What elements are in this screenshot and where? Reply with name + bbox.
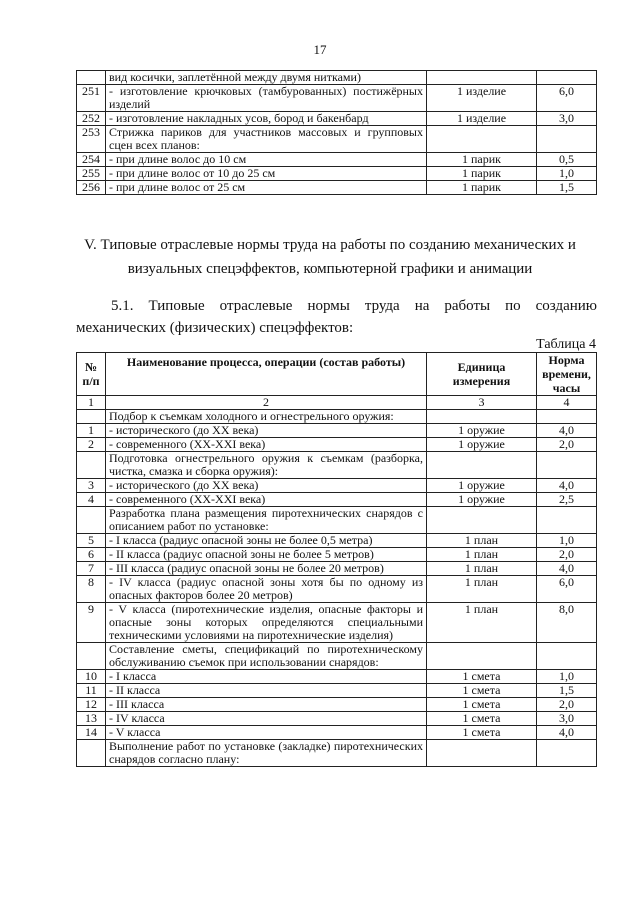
row-number: 3	[77, 479, 106, 493]
row-number: 12	[77, 698, 106, 712]
row-norm: 0,5	[537, 153, 597, 167]
row-norm: 3,0	[537, 712, 597, 726]
row-unit: 1 изделие	[427, 112, 537, 126]
row-number: 6	[77, 548, 106, 562]
row-norm: 8,0	[537, 603, 597, 643]
norms-table-4	[76, 352, 597, 767]
table-row	[77, 698, 597, 712]
row-unit: 1 смета	[427, 712, 537, 726]
row-norm: 1,0	[537, 534, 597, 548]
row-norm: 4,0	[537, 424, 597, 438]
row-unit: 1 оружие	[427, 479, 537, 493]
table-row	[77, 493, 597, 507]
table-row	[77, 153, 597, 167]
row-unit	[427, 452, 537, 479]
row-unit: 1 изделие	[427, 85, 537, 112]
row-number: 251	[77, 85, 106, 112]
row-unit: 1 парик	[427, 167, 537, 181]
table-row	[77, 726, 597, 740]
row-unit: 1 смета	[427, 684, 537, 698]
row-unit: 1 оружие	[427, 438, 537, 452]
table-row	[77, 670, 597, 684]
section-heading: V. Типовые отраслевые нормы труда на работы по созданию механических и визуальных спецэффектов, компьютерной графики и анимации	[84, 237, 576, 277]
row-number: 252	[77, 112, 106, 126]
row-norm: 3,0	[537, 112, 597, 126]
col-number-1: 1	[77, 396, 106, 410]
row-norm	[537, 126, 597, 153]
row-unit: 1 оружие	[427, 424, 537, 438]
row-number: 255	[77, 167, 106, 181]
row-number: 10	[77, 670, 106, 684]
table-row	[77, 167, 597, 181]
row-unit: 1 план	[427, 534, 537, 548]
row-name: - изготовление крючковых (тамбурованных) постижёрных изделий	[106, 85, 427, 112]
row-number: 4	[77, 493, 106, 507]
row-unit: 1 смета	[427, 698, 537, 712]
row-name: - IV класса (радиус опасной зоны хотя бы по одному из опасных факторов более 20 метров)	[106, 576, 427, 603]
row-name: - I класса	[106, 670, 427, 684]
row-norm: 2,0	[537, 548, 597, 562]
row-unit: 1 оружие	[427, 493, 537, 507]
row-unit	[427, 410, 537, 424]
row-number: 14	[77, 726, 106, 740]
table-row	[77, 562, 597, 576]
row-unit: 1 план	[427, 562, 537, 576]
row-norm: 6,0	[537, 85, 597, 112]
table-row	[77, 603, 597, 643]
row-norm: 2,0	[537, 438, 597, 452]
table-row	[77, 576, 597, 603]
table-header-row	[77, 353, 597, 396]
row-number: 2	[77, 438, 106, 452]
row-name: Составление сметы, спецификаций по пиротехническому обслуживанию съемок при использовании снарядов:	[106, 643, 427, 670]
row-unit: 1 план	[427, 548, 537, 562]
row-name: - изготовление накладных усов, бород и бакенбард	[106, 112, 427, 126]
row-norm: 2,5	[537, 493, 597, 507]
table-row	[77, 548, 597, 562]
row-name: - IV класса	[106, 712, 427, 726]
row-norm: 4,0	[537, 726, 597, 740]
row-number: 253	[77, 126, 106, 153]
row-number: 254	[77, 153, 106, 167]
table-row	[77, 507, 597, 534]
row-name: вид косички, заплетённой между двумя нитками)	[106, 71, 427, 85]
row-unit: 1 план	[427, 603, 537, 643]
row-name: - V класса (пиротехнические изделия, опасные факторы и опасные зоны которых определяются специальными техническими условиями на пиротехнические изделия)	[106, 603, 427, 643]
row-number: 5	[77, 534, 106, 548]
row-number	[77, 410, 106, 424]
table-row	[77, 424, 597, 438]
row-norm: 1,5	[537, 181, 597, 195]
row-norm	[537, 643, 597, 670]
table-row	[77, 438, 597, 452]
row-name: - современного (XX-XXI века)	[106, 438, 427, 452]
row-norm: 4,0	[537, 479, 597, 493]
table-row	[77, 85, 597, 112]
row-name: - III класса	[106, 698, 427, 712]
row-norm	[537, 410, 597, 424]
row-unit	[427, 507, 537, 534]
row-unit: 1 парик	[427, 181, 537, 195]
table-row	[77, 479, 597, 493]
row-unit: 1 план	[427, 576, 537, 603]
row-unit	[427, 643, 537, 670]
table-row	[77, 712, 597, 726]
row-name: - при длине волос от 10 до 25 см	[106, 167, 427, 181]
row-number	[77, 452, 106, 479]
row-norm: 1,5	[537, 684, 597, 698]
norms-table-continued	[76, 70, 597, 195]
row-number	[77, 643, 106, 670]
row-name: - при длине волос до 10 см	[106, 153, 427, 167]
row-number: 7	[77, 562, 106, 576]
row-name: - III класса (радиус опасной зоны не более 20 метров)	[106, 562, 427, 576]
row-unit	[427, 71, 537, 85]
table-label: Таблица 4	[536, 337, 596, 352]
subsection-line-2: механических (физических) спецэффектов:	[76, 320, 354, 336]
row-unit	[427, 740, 537, 767]
row-norm: 1,0	[537, 167, 597, 181]
table-row	[77, 71, 597, 85]
row-norm: 4,0	[537, 562, 597, 576]
row-unit: 1 парик	[427, 153, 537, 167]
table-row	[77, 684, 597, 698]
col-number-3: 3	[427, 396, 537, 410]
row-number: 11	[77, 684, 106, 698]
row-number: 1	[77, 424, 106, 438]
row-number: 256	[77, 181, 106, 195]
row-name: - исторического (до XX века)	[106, 479, 427, 493]
table-row	[77, 126, 597, 153]
row-number: 9	[77, 603, 106, 643]
row-number	[77, 740, 106, 767]
row-name: Выполнение работ по установке (закладке) пиротехнических снарядов согласно плану:	[106, 740, 427, 767]
table-row	[77, 740, 597, 767]
row-unit: 1 смета	[427, 670, 537, 684]
row-name: Подготовка огнестрельного оружия к съемкам (разборка, чистка, смазка и сборка оружия):	[106, 452, 427, 479]
row-name: - современного (XX-XXI века)	[106, 493, 427, 507]
row-name: - II класса	[106, 684, 427, 698]
header-unit: Единица измерения	[427, 353, 537, 396]
col-number-4: 4	[537, 396, 597, 410]
row-unit: 1 смета	[427, 726, 537, 740]
row-name: Разработка плана размещения пиротехнических снарядов с описанием работ по установке:	[106, 507, 427, 534]
row-norm	[537, 452, 597, 479]
row-norm	[537, 740, 597, 767]
row-norm: 2,0	[537, 698, 597, 712]
header-name: Наименование процесса, операции (состав работы)	[106, 353, 427, 396]
header-norm: Норма времени, часы	[537, 353, 597, 396]
row-unit	[427, 126, 537, 153]
row-norm	[537, 507, 597, 534]
row-name: Стрижка париков для участников массовых и групповых сцен всех планов:	[106, 126, 427, 153]
row-name: Подбор к съемкам холодного и огнестрельного оружия:	[106, 410, 427, 424]
row-name: - V класса	[106, 726, 427, 740]
subsection-line-1: 5.1. Типовые отраслевые нормы труда на работы по созданию	[111, 298, 597, 314]
subsection-title	[76, 295, 597, 339]
row-number	[77, 507, 106, 534]
col-number-2: 2	[106, 396, 427, 410]
row-norm: 6,0	[537, 576, 597, 603]
table-row	[77, 112, 597, 126]
row-name: - при длине волос от 25 см	[106, 181, 427, 195]
row-number	[77, 71, 106, 85]
column-numbers-row	[77, 396, 597, 410]
header-num: № п/п	[77, 353, 106, 396]
row-number: 8	[77, 576, 106, 603]
row-number: 13	[77, 712, 106, 726]
row-name: - исторического (до XX века)	[106, 424, 427, 438]
row-norm: 1,0	[537, 670, 597, 684]
table-row	[77, 181, 597, 195]
row-name: - I класса (радиус опасной зоны не более 0,5 метра)	[106, 534, 427, 548]
table-row	[77, 643, 597, 670]
row-name: - II класса (радиус опасной зоны не более 5 метров)	[106, 548, 427, 562]
table-row	[77, 534, 597, 548]
table-row	[77, 452, 597, 479]
row-norm	[537, 71, 597, 85]
page-number: 17	[313, 42, 327, 57]
table-row	[77, 410, 597, 424]
